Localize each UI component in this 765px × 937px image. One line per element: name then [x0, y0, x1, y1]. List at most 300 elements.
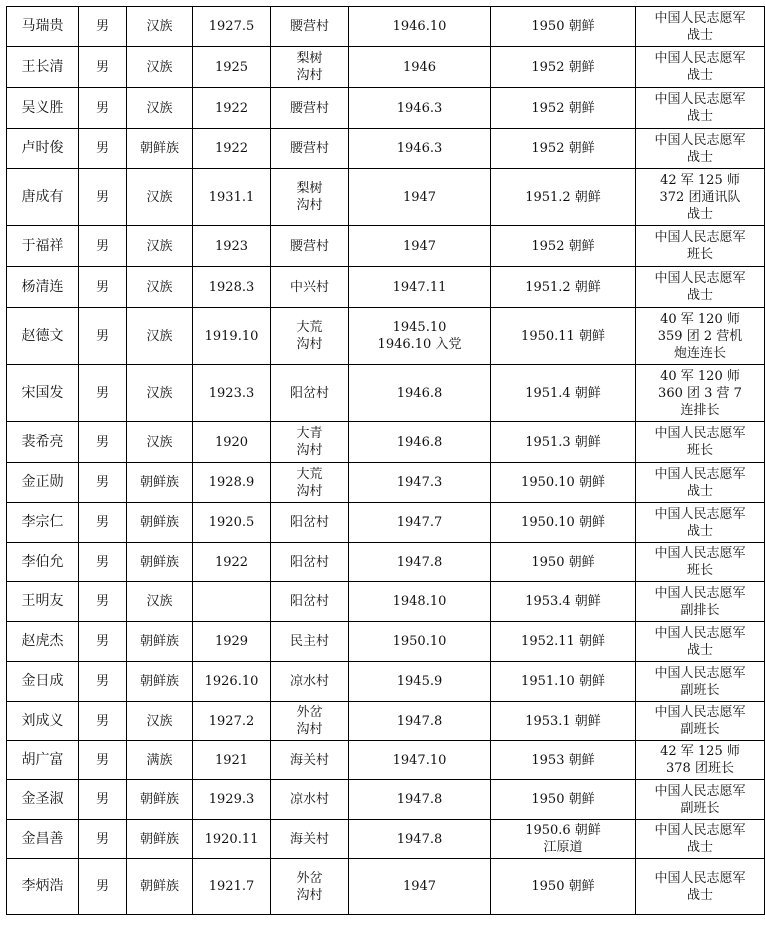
birth-date-cell: 1919.10	[193, 308, 271, 365]
enlistment-date-cell	[349, 308, 491, 365]
village-cell-line: 沟村	[296, 443, 323, 458]
enlistment-date-cell	[349, 543, 491, 582]
village-cell	[271, 622, 349, 662]
name-cell: 唐成有	[7, 169, 79, 226]
enlistment-date-cell-line: 1948.10	[392, 594, 447, 609]
roster-body	[7, 7, 765, 915]
table-row	[7, 169, 765, 226]
birth-date-cell: 1922	[193, 88, 271, 129]
enlistment-date-cell	[349, 820, 491, 859]
unit-rank-cell-line: 中国人民志愿军	[654, 546, 746, 561]
table-row	[7, 267, 765, 308]
korea-deployment-cell-line: 1950 朝鲜	[531, 879, 595, 894]
enlistment-date-cell-line: 1946.3	[396, 100, 443, 116]
enlistment-date-cell-line: 1947.8	[396, 831, 443, 847]
ethnicity-cell: 汉族	[127, 169, 193, 226]
unit-rank-cell-line: 40 军 120 师	[660, 311, 740, 327]
enlistment-date-cell-line: 1947.8	[396, 792, 443, 807]
name-cell: 马瑞贵	[7, 7, 79, 47]
name-cell: 王长清	[7, 47, 79, 88]
name-cell: 李炳浩	[7, 859, 79, 915]
ethnicity-cell: 朝鲜族	[127, 543, 193, 582]
name-cell: 赵德文	[7, 308, 79, 365]
gender-cell: 男	[79, 169, 127, 226]
enlistment-date-cell	[349, 422, 491, 463]
enlistment-date-cell-line: 1947.11	[392, 279, 447, 295]
table-row	[7, 582, 765, 622]
unit-rank-cell	[636, 543, 765, 582]
gender-cell: 男	[79, 780, 127, 820]
unit-rank-cell-line: 中国人民志愿军	[654, 783, 746, 799]
gender-cell: 男	[79, 47, 127, 88]
unit-rank-cell	[636, 7, 765, 47]
enlistment-date-cell-line: 1947.10	[392, 752, 447, 768]
table-row	[7, 859, 765, 915]
unit-rank-cell-line: 战士	[686, 206, 713, 222]
gender-cell: 男	[79, 129, 127, 169]
gender-cell: 男	[79, 622, 127, 662]
gender-cell: 男	[79, 267, 127, 308]
unit-rank-cell	[636, 662, 765, 702]
birth-date-cell: 1922	[193, 129, 271, 169]
village-cell-line: 外岔	[296, 870, 323, 886]
unit-rank-cell-line: 班长	[686, 443, 713, 458]
korea-deployment-cell	[491, 7, 636, 47]
birth-date-cell: 1920	[193, 422, 271, 463]
village-cell-line: 凉水村	[289, 792, 329, 807]
village-cell	[271, 503, 349, 543]
table-row	[7, 422, 765, 463]
village-cell-line: 阳岔村	[289, 515, 329, 530]
ethnicity-cell: 朝鲜族	[127, 503, 193, 543]
unit-rank-cell	[636, 463, 765, 503]
village-cell	[271, 820, 349, 859]
enlistment-date-cell-line: 1950.10	[392, 634, 447, 649]
enlistment-date-cell-line: 1946.10 入党	[377, 337, 462, 352]
village-cell-line: 凉水村	[289, 674, 329, 689]
table-row	[7, 820, 765, 859]
korea-deployment-cell-line: 1952 朝鲜	[531, 238, 595, 254]
gender-cell: 男	[79, 422, 127, 463]
table-row	[7, 741, 765, 780]
village-cell-line: 大荒	[296, 320, 323, 335]
village-cell	[271, 169, 349, 226]
unit-rank-cell	[636, 47, 765, 88]
name-cell: 吴义胜	[7, 88, 79, 129]
enlistment-date-cell	[349, 582, 491, 622]
village-cell-line: 大青	[296, 426, 323, 441]
ethnicity-cell: 汉族	[127, 308, 193, 365]
table-row	[7, 622, 765, 662]
enlistment-date-cell-line: 1947.3	[396, 475, 443, 490]
village-cell-line: 腰营村	[289, 100, 329, 116]
village-cell	[271, 7, 349, 47]
korea-deployment-cell	[491, 365, 636, 422]
unit-rank-cell	[636, 780, 765, 820]
village-cell	[271, 129, 349, 169]
unit-rank-cell	[636, 503, 765, 543]
enlistment-date-cell-line: 1947	[402, 238, 437, 254]
korea-deployment-cell-line: 1951.3 朝鲜	[525, 434, 601, 450]
korea-deployment-cell-line: 1953.4 朝鲜	[525, 594, 601, 609]
village-cell-line: 沟村	[296, 483, 323, 499]
gender-cell: 男	[79, 226, 127, 267]
ethnicity-cell: 汉族	[127, 88, 193, 129]
unit-rank-cell-line: 40 军 120 师	[660, 368, 740, 384]
enlistment-date-cell	[349, 780, 491, 820]
table-row	[7, 226, 765, 267]
korea-deployment-cell	[491, 820, 636, 859]
unit-rank-cell-line: 中国人民志愿军	[654, 870, 746, 886]
gender-cell: 男	[79, 702, 127, 741]
unit-rank-cell-line: 战士	[686, 642, 713, 658]
enlistment-date-cell-line: 1946.8	[396, 434, 443, 450]
table-row	[7, 662, 765, 702]
ethnicity-cell: 朝鲜族	[127, 622, 193, 662]
name-cell: 宋国发	[7, 365, 79, 422]
unit-rank-cell	[636, 702, 765, 741]
unit-rank-cell-line: 中国人民志愿军	[654, 271, 746, 286]
korea-deployment-cell	[491, 267, 636, 308]
name-cell: 杨清连	[7, 267, 79, 308]
korea-deployment-cell	[491, 622, 636, 662]
gender-cell: 男	[79, 503, 127, 543]
village-cell-line: 梨树	[296, 51, 323, 66]
korea-deployment-cell-line: 江原道	[543, 840, 583, 855]
village-cell	[271, 226, 349, 267]
enlistment-date-cell	[349, 47, 491, 88]
gender-cell: 男	[79, 741, 127, 780]
village-cell-line: 沟村	[296, 198, 323, 213]
village-cell	[271, 422, 349, 463]
birth-date-cell: 1923	[193, 226, 271, 267]
village-cell	[271, 741, 349, 780]
birth-date-cell: 1928.3	[193, 267, 271, 308]
unit-rank-cell-line: 副班长	[680, 800, 720, 816]
enlistment-date-cell	[349, 88, 491, 129]
table-row	[7, 365, 765, 422]
enlistment-date-cell	[349, 662, 491, 702]
table-row	[7, 780, 765, 820]
korea-deployment-cell	[491, 859, 636, 915]
unit-rank-cell-line: 战士	[686, 840, 713, 855]
gender-cell: 男	[79, 308, 127, 365]
unit-rank-cell-line: 372 团通讯队	[659, 189, 741, 205]
korea-deployment-cell-line: 1951.2 朝鲜	[525, 189, 601, 205]
table-row	[7, 7, 765, 47]
birth-date-cell: 1920.5	[193, 503, 271, 543]
korea-deployment-cell	[491, 422, 636, 463]
unit-rank-cell-line: 战士	[686, 288, 713, 303]
village-cell-line: 海关村	[289, 752, 329, 768]
village-cell	[271, 463, 349, 503]
unit-rank-cell-line: 中国人民志愿军	[654, 426, 746, 441]
enlistment-date-cell-line: 1946	[402, 59, 437, 75]
village-cell-line: 大荒	[296, 466, 323, 482]
enlistment-date-cell	[349, 226, 491, 267]
name-cell: 王明友	[7, 582, 79, 622]
enlistment-date-cell	[349, 169, 491, 226]
table-row	[7, 88, 765, 129]
unit-rank-cell-line: 42 军 125 师	[660, 172, 740, 188]
village-cell	[271, 267, 349, 308]
korea-deployment-cell	[491, 169, 636, 226]
enlistment-date-cell-line: 1947.8	[396, 713, 443, 729]
ethnicity-cell: 朝鲜族	[127, 820, 193, 859]
name-cell: 金圣淑	[7, 780, 79, 820]
village-cell	[271, 365, 349, 422]
korea-deployment-cell	[491, 662, 636, 702]
unit-rank-cell-line: 战士	[686, 887, 713, 903]
village-cell	[271, 543, 349, 582]
unit-rank-cell-line: 副班长	[680, 722, 720, 737]
enlistment-date-cell-line: 1945.9	[396, 674, 443, 689]
korea-deployment-cell	[491, 503, 636, 543]
table-row	[7, 47, 765, 88]
name-cell: 胡广富	[7, 741, 79, 780]
village-cell-line: 外岔	[296, 705, 323, 720]
birth-date-cell: 1927.2	[193, 702, 271, 741]
ethnicity-cell: 朝鲜族	[127, 129, 193, 169]
unit-rank-cell	[636, 267, 765, 308]
birth-date-cell: 1931.1	[193, 169, 271, 226]
korea-deployment-cell-line: 1950.10 朝鲜	[521, 515, 605, 530]
unit-rank-cell-line: 战士	[686, 109, 713, 124]
unit-rank-cell-line: 战士	[686, 68, 713, 83]
ethnicity-cell: 汉族	[127, 422, 193, 463]
village-cell-line: 海关村	[289, 831, 329, 847]
village-cell-line: 沟村	[296, 337, 323, 352]
unit-rank-cell	[636, 226, 765, 267]
village-cell-line: 沟村	[296, 887, 323, 903]
ethnicity-cell: 汉族	[127, 702, 193, 741]
table-row	[7, 543, 765, 582]
gender-cell: 男	[79, 820, 127, 859]
korea-deployment-cell-line: 1950.11 朝鲜	[521, 328, 605, 344]
name-cell: 金日成	[7, 662, 79, 702]
name-cell: 裴希亮	[7, 422, 79, 463]
birth-date-cell: 1922	[193, 543, 271, 582]
name-cell: 于福祥	[7, 226, 79, 267]
unit-rank-cell-line: 中国人民志愿军	[654, 466, 746, 482]
ethnicity-cell: 汉族	[127, 365, 193, 422]
enlistment-date-cell-line: 1946.10	[392, 19, 447, 34]
village-cell-line: 阳岔村	[289, 594, 329, 609]
korea-deployment-cell-line: 1951.10 朝鲜	[521, 674, 605, 689]
name-cell: 卢时俊	[7, 129, 79, 169]
enlistment-date-cell	[349, 463, 491, 503]
unit-rank-cell-line: 378 团班长	[666, 761, 734, 776]
enlistment-date-cell-line: 1946.8	[396, 385, 443, 401]
unit-rank-cell	[636, 308, 765, 365]
gender-cell: 男	[79, 88, 127, 129]
unit-rank-cell-line: 班长	[686, 563, 713, 578]
unit-rank-cell	[636, 820, 765, 859]
korea-deployment-cell-line: 1952.11 朝鲜	[521, 634, 605, 649]
village-cell	[271, 88, 349, 129]
ethnicity-cell: 汉族	[127, 582, 193, 622]
korea-deployment-cell	[491, 582, 636, 622]
unit-rank-cell	[636, 741, 765, 780]
unit-rank-cell-line: 炮连连长	[673, 345, 726, 361]
birth-date-cell: 1925	[193, 47, 271, 88]
enlistment-date-cell	[349, 622, 491, 662]
korea-deployment-cell-line: 1953 朝鲜	[531, 752, 595, 768]
enlistment-date-cell-line: 1947	[402, 189, 437, 205]
unit-rank-cell	[636, 582, 765, 622]
village-cell-line: 阳岔村	[289, 554, 329, 570]
birth-date-cell: 1923.3	[193, 365, 271, 422]
enlistment-date-cell	[349, 741, 491, 780]
table-row	[7, 503, 765, 543]
enlistment-date-cell	[349, 129, 491, 169]
birth-date-cell: 1928.9	[193, 463, 271, 503]
enlistment-date-cell	[349, 365, 491, 422]
village-cell	[271, 859, 349, 915]
village-cell-line: 阳岔村	[289, 385, 329, 401]
birth-date-cell: 1921.7	[193, 859, 271, 915]
name-cell: 李伯允	[7, 543, 79, 582]
unit-rank-cell-line: 中国人民志愿军	[654, 132, 746, 148]
korea-deployment-cell	[491, 780, 636, 820]
ethnicity-cell: 汉族	[127, 47, 193, 88]
table-row	[7, 702, 765, 741]
korea-deployment-cell-line: 1950 朝鲜	[531, 19, 595, 34]
enlistment-date-cell	[349, 267, 491, 308]
unit-rank-cell-line: 战士	[686, 149, 713, 165]
unit-rank-cell-line: 360 团 3 营 7	[658, 385, 742, 401]
gender-cell: 男	[79, 859, 127, 915]
village-cell	[271, 702, 349, 741]
unit-rank-cell-line: 中国人民志愿军	[654, 230, 746, 245]
village-cell	[271, 582, 349, 622]
name-cell: 金昌善	[7, 820, 79, 859]
table-row	[7, 129, 765, 169]
korea-deployment-cell	[491, 226, 636, 267]
korea-deployment-cell-line: 1952 朝鲜	[531, 59, 595, 75]
birth-date-cell: 1929	[193, 622, 271, 662]
unit-rank-cell-line: 中国人民志愿军	[654, 51, 746, 66]
gender-cell: 男	[79, 365, 127, 422]
village-cell-line: 沟村	[296, 68, 323, 83]
village-cell	[271, 780, 349, 820]
unit-rank-cell-line: 战士	[686, 27, 713, 43]
unit-rank-cell	[636, 129, 765, 169]
korea-deployment-cell-line: 1950 朝鲜	[531, 792, 595, 807]
unit-rank-cell-line: 中国人民志愿军	[654, 625, 746, 641]
village-cell-line: 腰营村	[289, 141, 329, 156]
name-cell: 刘成义	[7, 702, 79, 741]
enlistment-date-cell-line: 1947.7	[396, 515, 443, 530]
village-cell-line: 腰营村	[289, 19, 329, 34]
ethnicity-cell: 朝鲜族	[127, 662, 193, 702]
enlistment-date-cell-line: 1947	[402, 879, 437, 894]
korea-deployment-cell	[491, 463, 636, 503]
unit-rank-cell-line: 中国人民志愿军	[654, 10, 746, 26]
korea-deployment-cell	[491, 129, 636, 169]
unit-rank-cell-line: 副班长	[680, 682, 720, 698]
village-cell	[271, 662, 349, 702]
gender-cell: 男	[79, 582, 127, 622]
enlistment-date-cell	[349, 859, 491, 915]
unit-rank-cell-line: 战士	[686, 483, 713, 499]
table-row	[7, 463, 765, 503]
korea-deployment-cell-line: 1952 朝鲜	[531, 100, 595, 116]
unit-rank-cell-line: 中国人民志愿军	[654, 506, 746, 522]
birth-date-cell: 1921	[193, 741, 271, 780]
gender-cell: 男	[79, 463, 127, 503]
korea-deployment-cell-line: 1950.6 朝鲜	[525, 823, 601, 838]
birth-date-cell	[193, 582, 271, 622]
unit-rank-cell	[636, 622, 765, 662]
birth-date-cell: 1920.11	[193, 820, 271, 859]
korea-deployment-cell	[491, 308, 636, 365]
name-cell: 李宗仁	[7, 503, 79, 543]
name-cell: 赵虎杰	[7, 622, 79, 662]
village-cell-line: 中兴村	[289, 279, 329, 295]
unit-rank-cell	[636, 422, 765, 463]
village-cell	[271, 47, 349, 88]
unit-rank-cell	[636, 365, 765, 422]
ethnicity-cell: 朝鲜族	[127, 780, 193, 820]
unit-rank-cell	[636, 88, 765, 129]
gender-cell: 男	[79, 7, 127, 47]
korea-deployment-cell-line: 1950 朝鲜	[531, 554, 595, 570]
unit-rank-cell-line: 42 军 125 师	[660, 744, 740, 759]
enlistment-date-cell-line: 1947.8	[396, 554, 443, 570]
unit-rank-cell-line: 359 团 2 营机	[657, 328, 743, 344]
enlistment-date-cell	[349, 702, 491, 741]
korea-deployment-cell-line: 1953.1 朝鲜	[525, 713, 601, 729]
korea-deployment-cell	[491, 702, 636, 741]
ethnicity-cell: 汉族	[127, 226, 193, 267]
ethnicity-cell: 汉族	[127, 7, 193, 47]
village-cell-line: 腰营村	[289, 238, 329, 254]
korea-deployment-cell	[491, 47, 636, 88]
unit-rank-cell-line: 副排长	[680, 602, 720, 618]
table-row	[7, 308, 765, 365]
enlistment-date-cell-line: 1945.10	[392, 320, 447, 335]
enlistment-date-cell	[349, 503, 491, 543]
unit-rank-cell	[636, 859, 765, 915]
unit-rank-cell-line: 中国人民志愿军	[654, 823, 746, 838]
enlistment-date-cell	[349, 7, 491, 47]
korea-deployment-cell	[491, 741, 636, 780]
village-cell	[271, 308, 349, 365]
ethnicity-cell: 汉族	[127, 267, 193, 308]
korea-deployment-cell-line: 1951.4 朝鲜	[525, 385, 601, 401]
unit-rank-cell-line: 战士	[686, 523, 713, 539]
unit-rank-cell	[636, 169, 765, 226]
korea-deployment-cell-line: 1951.2 朝鲜	[525, 279, 601, 295]
village-cell-line: 民主村	[289, 634, 329, 649]
korea-deployment-cell	[491, 88, 636, 129]
unit-rank-cell-line: 中国人民志愿军	[654, 92, 746, 107]
birth-date-cell: 1927.5	[193, 7, 271, 47]
village-cell-line: 沟村	[296, 722, 323, 737]
gender-cell: 男	[79, 543, 127, 582]
ethnicity-cell: 朝鲜族	[127, 859, 193, 915]
korea-deployment-cell	[491, 543, 636, 582]
enlistment-date-cell-line: 1946.3	[396, 141, 443, 156]
birth-date-cell: 1929.3	[193, 780, 271, 820]
unit-rank-cell-line: 中国人民志愿军	[654, 705, 746, 720]
ethnicity-cell: 朝鲜族	[127, 463, 193, 503]
korea-deployment-cell-line: 1950.10 朝鲜	[521, 475, 605, 490]
korea-deployment-cell-line: 1952 朝鲜	[531, 141, 595, 156]
unit-rank-cell-line: 中国人民志愿军	[654, 585, 746, 601]
name-cell: 金正勋	[7, 463, 79, 503]
